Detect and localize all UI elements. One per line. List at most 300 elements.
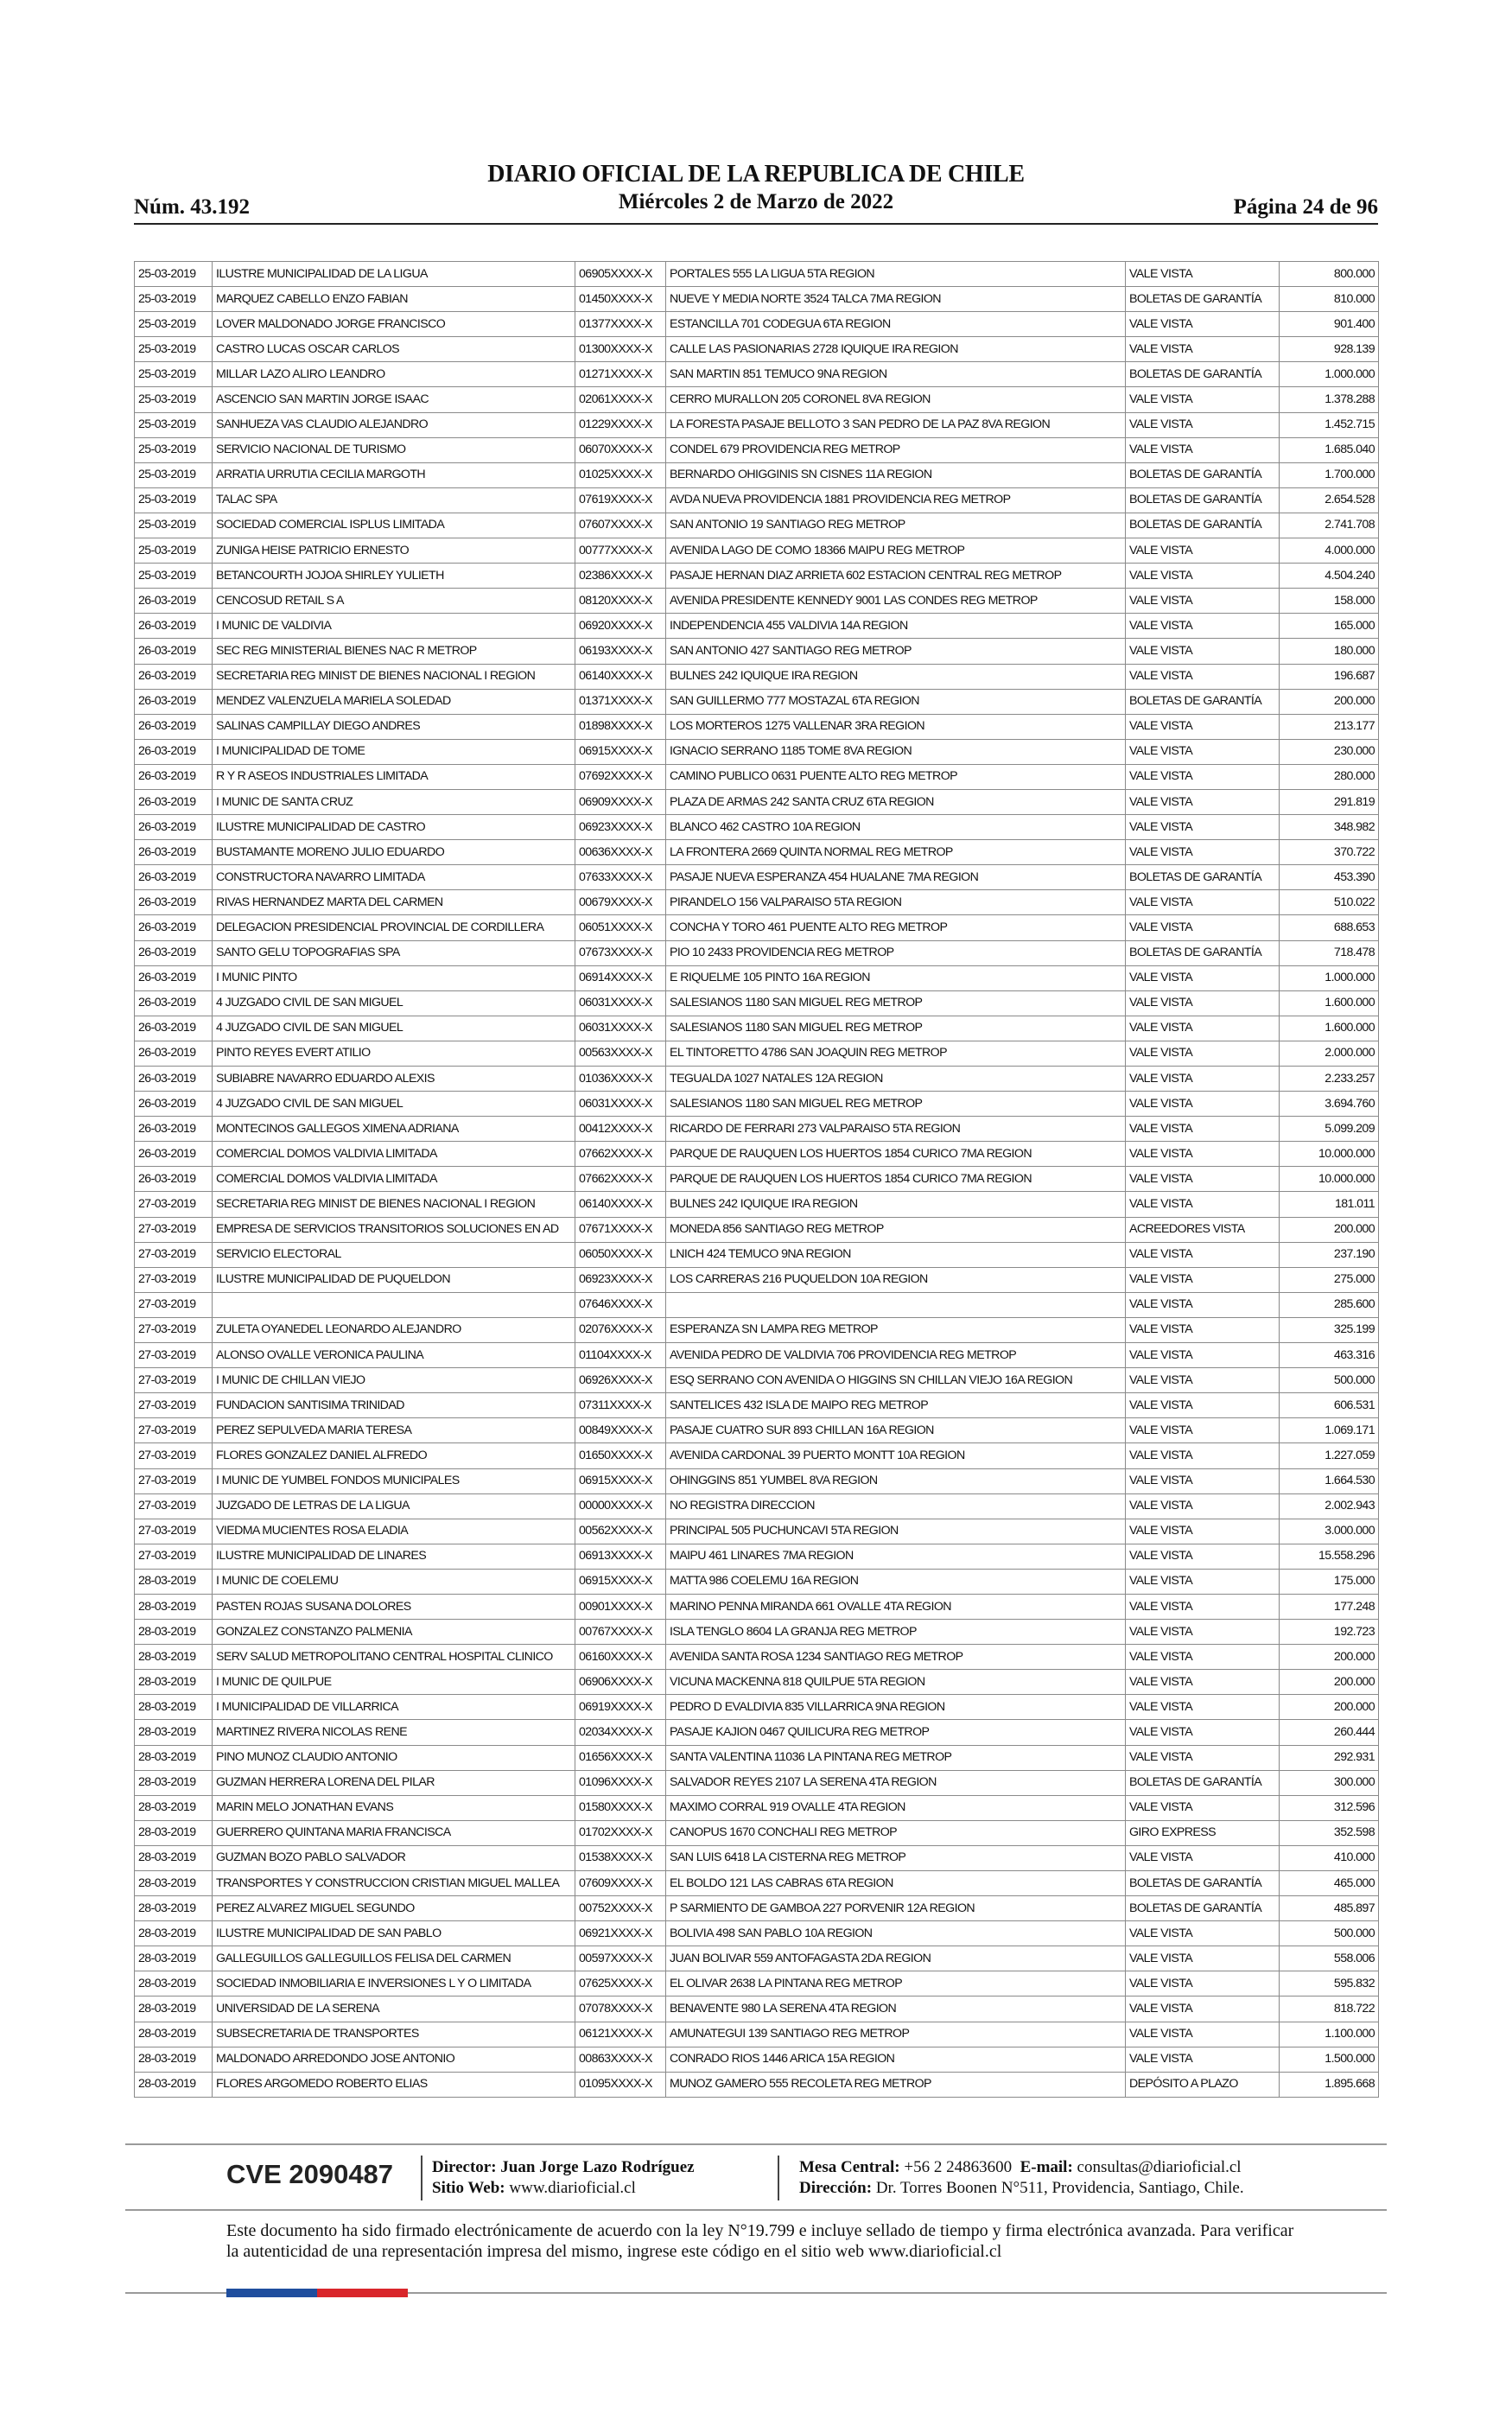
rut-cell: 08120XXXX-X xyxy=(575,589,666,614)
instrument-cell: VALE VISTA xyxy=(1126,764,1280,789)
name-cell: I MUNIC DE COELEMU xyxy=(213,1569,575,1594)
rut-cell: 00679XXXX-X xyxy=(575,890,666,915)
instrument-cell: VALE VISTA xyxy=(1126,1242,1280,1267)
address-cell: BENAVENTE 980 LA SERENA 4TA REGION xyxy=(666,1996,1126,2022)
address-cell: SALESIANOS 1180 SAN MIGUEL REG METROP xyxy=(666,1092,1126,1117)
instrument-cell: VALE VISTA xyxy=(1126,1016,1280,1041)
rut-cell: 00901XXXX-X xyxy=(575,1594,666,1619)
rut-cell: 07625XXXX-X xyxy=(575,1971,666,1996)
amount-cell: 291.819 xyxy=(1280,789,1379,814)
address-cell: PARQUE DE RAUQUEN LOS HUERTOS 1854 CURICO 7MA REGION xyxy=(666,1167,1126,1192)
instrument-cell: VALE VISTA xyxy=(1126,1167,1280,1192)
rut-cell: 01580XXXX-X xyxy=(575,1795,666,1820)
rut-cell: 06051XXXX-X xyxy=(575,915,666,940)
address-cell: SAN MARTIN 851 TEMUCO 9NA REGION xyxy=(666,362,1126,387)
rut-cell: 07633XXXX-X xyxy=(575,865,666,890)
name-cell: ZULETA OYANEDEL LEONARDO ALEJANDRO xyxy=(213,1317,575,1342)
email-label: E-mail: xyxy=(1020,2158,1073,2176)
name-cell: SECRETARIA REG MINIST DE BIENES NACIONAL I REGION xyxy=(213,664,575,689)
instrument-cell: VALE VISTA xyxy=(1126,1393,1280,1418)
date-cell: 27-03-2019 xyxy=(135,1493,213,1519)
amount-cell: 810.000 xyxy=(1280,287,1379,312)
rut-cell: 01650XXXX-X xyxy=(575,1443,666,1468)
amount-cell: 280.000 xyxy=(1280,764,1379,789)
rut-cell: 02386XXXX-X xyxy=(575,564,666,589)
rut-cell: 06193XXXX-X xyxy=(575,639,666,664)
date-cell: 28-03-2019 xyxy=(135,2047,213,2072)
date-cell: 26-03-2019 xyxy=(135,739,213,764)
amount-cell: 4.504.240 xyxy=(1280,564,1379,589)
date-cell: 28-03-2019 xyxy=(135,1620,213,1645)
table-row xyxy=(135,387,1379,412)
date-cell: 28-03-2019 xyxy=(135,1720,213,1745)
name-cell: I MUNIC PINTO xyxy=(213,965,575,990)
rut-cell: 01450XXXX-X xyxy=(575,287,666,312)
name-cell xyxy=(213,1292,575,1317)
instrument-cell: VALE VISTA xyxy=(1126,1620,1280,1645)
amount-cell: 192.723 xyxy=(1280,1620,1379,1645)
instrument-cell: VALE VISTA xyxy=(1126,1971,1280,1996)
table-row xyxy=(135,1695,1379,1720)
address-cell: CERRO MURALLON 205 CORONEL 8VA REGION xyxy=(666,387,1126,412)
table-row xyxy=(135,1167,1379,1192)
date-cell: 26-03-2019 xyxy=(135,614,213,639)
address-cell: LA FORESTA PASAJE BELLOTO 3 SAN PEDRO DE LA PAZ 8VA REGION xyxy=(666,412,1126,437)
amount-cell: 200.000 xyxy=(1280,1670,1379,1695)
rut-cell: 06050XXXX-X xyxy=(575,1242,666,1267)
amount-cell: 800.000 xyxy=(1280,262,1379,287)
address-cell: LOS MORTEROS 1275 VALLENAR 3RA REGION xyxy=(666,714,1126,739)
address-cell: SALVADOR REYES 2107 LA SERENA 4TA REGION xyxy=(666,1770,1126,1795)
rut-cell: 06905XXXX-X xyxy=(575,262,666,287)
address-cell: BULNES 242 IQUIQUE IRA REGION xyxy=(666,1192,1126,1217)
footer-separator xyxy=(421,2156,422,2200)
date-cell: 28-03-2019 xyxy=(135,1795,213,1820)
instrument-cell: VALE VISTA xyxy=(1126,990,1280,1016)
instrument-cell: VALE VISTA xyxy=(1126,262,1280,287)
date-cell: 27-03-2019 xyxy=(135,1418,213,1443)
date-cell: 26-03-2019 xyxy=(135,840,213,865)
address-cell: AVENIDA PEDRO DE VALDIVIA 706 PROVIDENCIA REG METROP xyxy=(666,1343,1126,1368)
name-cell: SANTO GELU TOPOGRAFIAS SPA xyxy=(213,940,575,965)
date-cell: 28-03-2019 xyxy=(135,1996,213,2022)
table-row xyxy=(135,1720,1379,1745)
instrument-cell: GIRO EXPRESS xyxy=(1126,1820,1280,1845)
name-cell: I MUNIC DE QUILPUE xyxy=(213,1670,575,1695)
table-row xyxy=(135,1016,1379,1041)
name-cell: CENCOSUD RETAIL S A xyxy=(213,589,575,614)
rut-cell: 00562XXXX-X xyxy=(575,1519,666,1544)
amount-cell: 818.722 xyxy=(1280,1996,1379,2022)
address-cell: P SARMIENTO DE GAMBOA 227 PORVENIR 12A REGION xyxy=(666,1896,1126,1921)
address-cell: SANTA VALENTINA 11036 LA PINTANA REG METROP xyxy=(666,1745,1126,1770)
instrument-cell: VALE VISTA xyxy=(1126,1845,1280,1870)
instrument-cell: BOLETAS DE GARANTÍA xyxy=(1126,865,1280,890)
instrument-cell: VALE VISTA xyxy=(1126,1443,1280,1468)
name-cell: MENDEZ VALENZUELA MARIELA SOLEDAD xyxy=(213,689,575,714)
date-cell: 26-03-2019 xyxy=(135,1142,213,1167)
date-cell: 27-03-2019 xyxy=(135,1368,213,1393)
address-cell: EL BOLDO 121 LAS CABRAS 6TA REGION xyxy=(666,1871,1126,1896)
instrument-cell: VALE VISTA xyxy=(1126,714,1280,739)
address-cell: VICUNA MACKENNA 818 QUILPUE 5TA REGION xyxy=(666,1670,1126,1695)
amount-cell: 2.002.943 xyxy=(1280,1493,1379,1519)
table-row xyxy=(135,664,1379,689)
amount-cell: 292.931 xyxy=(1280,1745,1379,1770)
date-cell: 28-03-2019 xyxy=(135,2072,213,2097)
rut-cell: 06140XXXX-X xyxy=(575,664,666,689)
date-cell: 26-03-2019 xyxy=(135,1041,213,1066)
amount-cell: 200.000 xyxy=(1280,1645,1379,1670)
instrument-cell: VALE VISTA xyxy=(1126,1946,1280,1971)
date-cell: 26-03-2019 xyxy=(135,1016,213,1041)
amount-cell: 465.000 xyxy=(1280,1871,1379,1896)
name-cell: ASCENCIO SAN MARTIN JORGE ISAAC xyxy=(213,387,575,412)
instrument-cell: VALE VISTA xyxy=(1126,1142,1280,1167)
address-cell: SAN ANTONIO 19 SANTIAGO REG METROP xyxy=(666,513,1126,538)
amount-cell: 237.190 xyxy=(1280,1242,1379,1267)
amount-cell: 158.000 xyxy=(1280,589,1379,614)
rut-cell: 01702XXXX-X xyxy=(575,1820,666,1845)
rut-cell: 06070XXXX-X xyxy=(575,437,666,462)
address-cell: PORTALES 555 LA LIGUA 5TA REGION xyxy=(666,262,1126,287)
address-cell: PIO 10 2433 PROVIDENCIA REG METROP xyxy=(666,940,1126,965)
table-row xyxy=(135,589,1379,614)
amount-cell: 500.000 xyxy=(1280,1368,1379,1393)
mesa-phone: +56 2 24863600 xyxy=(904,2158,1013,2176)
mesa-label: Mesa Central: xyxy=(799,2158,900,2176)
name-cell: DELEGACION PRESIDENCIAL PROVINCIAL DE CORDILLERA xyxy=(213,915,575,940)
table-row xyxy=(135,865,1379,890)
instrument-cell: VALE VISTA xyxy=(1126,1368,1280,1393)
name-cell: TRANSPORTES Y CONSTRUCCION CRISTIAN MIGUEL MALLEA xyxy=(213,1871,575,1896)
date-cell: 25-03-2019 xyxy=(135,513,213,538)
rut-cell: 07078XXXX-X xyxy=(575,1996,666,2022)
amount-cell: 901.400 xyxy=(1280,312,1379,337)
rut-cell: 00636XXXX-X xyxy=(575,840,666,865)
name-cell: SERVICIO NACIONAL DE TURISMO xyxy=(213,437,575,462)
name-cell: ILUSTRE MUNICIPALIDAD DE LA LIGUA xyxy=(213,262,575,287)
table-row xyxy=(135,1242,1379,1267)
name-cell: GALLEGUILLOS GALLEGUILLOS FELISA DEL CARMEN xyxy=(213,1946,575,1971)
address-cell: CAMINO PUBLICO 0631 PUENTE ALTO REG METROP xyxy=(666,764,1126,789)
table-row xyxy=(135,1343,1379,1368)
instrument-cell: VALE VISTA xyxy=(1126,538,1280,564)
rut-cell: 06923XXXX-X xyxy=(575,815,666,840)
date-cell: 25-03-2019 xyxy=(135,312,213,337)
director-label: Director: xyxy=(432,2158,497,2176)
amount-cell: 500.000 xyxy=(1280,1921,1379,1946)
records-table-body xyxy=(135,262,1379,2098)
rut-cell: 06915XXXX-X xyxy=(575,1468,666,1493)
instrument-cell: BOLETAS DE GARANTÍA xyxy=(1126,362,1280,387)
address-cell: IGNACIO SERRANO 1185 TOME 8VA REGION xyxy=(666,739,1126,764)
rut-cell: 06915XXXX-X xyxy=(575,1569,666,1594)
address-cell: CONRADO RIOS 1446 ARICA 15A REGION xyxy=(666,2047,1126,2072)
name-cell: ZUNIGA HEISE PATRICIO ERNESTO xyxy=(213,538,575,564)
name-cell: 4 JUZGADO CIVIL DE SAN MIGUEL xyxy=(213,990,575,1016)
instrument-cell: VALE VISTA xyxy=(1126,2047,1280,2072)
name-cell: I MUNIC DE CHILLAN VIEJO xyxy=(213,1368,575,1393)
table-row xyxy=(135,1996,1379,2022)
name-cell: SALINAS CAMPILLAY DIEGO ANDRES xyxy=(213,714,575,739)
name-cell: SUBIABRE NAVARRO EDUARDO ALEXIS xyxy=(213,1067,575,1092)
date-cell: 28-03-2019 xyxy=(135,1946,213,1971)
date-cell: 28-03-2019 xyxy=(135,1820,213,1845)
date-cell: 27-03-2019 xyxy=(135,1393,213,1418)
rut-cell: 07646XXXX-X xyxy=(575,1292,666,1317)
name-cell: BETANCOURTH JOJOA SHIRLEY YULIETH xyxy=(213,564,575,589)
rut-cell: 00767XXXX-X xyxy=(575,1620,666,1645)
instrument-cell: BOLETAS DE GARANTÍA xyxy=(1126,1896,1280,1921)
date-cell: 25-03-2019 xyxy=(135,487,213,513)
name-cell: MARIN MELO JONATHAN EVANS xyxy=(213,1795,575,1820)
rut-cell: 07619XXXX-X xyxy=(575,487,666,513)
amount-cell: 606.531 xyxy=(1280,1393,1379,1418)
amount-cell: 928.139 xyxy=(1280,337,1379,362)
amount-cell: 595.832 xyxy=(1280,1971,1379,1996)
amount-cell: 1.069.171 xyxy=(1280,1418,1379,1443)
amount-cell: 352.598 xyxy=(1280,1820,1379,1845)
instrument-cell: VALE VISTA xyxy=(1126,1645,1280,1670)
table-row xyxy=(135,1041,1379,1066)
table-row xyxy=(135,487,1379,513)
footer-divider xyxy=(125,2143,1387,2145)
amount-cell: 15.558.296 xyxy=(1280,1544,1379,1569)
legal-notice: Este documento ha sido firmado electrónicamente de acuerdo con la ley N°19.799 e incluye sellado de tiempo y firma electrónica avanzada. Para verificar la autenticidad de una representación impresa del mismo, ingrese este código en el sitio web www.diarioficial.cl xyxy=(226,2221,1294,2261)
amount-cell: 3.000.000 xyxy=(1280,1519,1379,1544)
instrument-cell: VALE VISTA xyxy=(1126,840,1280,865)
table-row xyxy=(135,614,1379,639)
issue-number: Núm. 43.192 xyxy=(134,195,251,219)
amount-cell: 1.600.000 xyxy=(1280,1016,1379,1041)
address-cell: ESQ SERRANO CON AVENIDA O HIGGINS SN CHILLAN VIEJO 16A REGION xyxy=(666,1368,1126,1393)
table-row xyxy=(135,965,1379,990)
name-cell: MARTINEZ RIVERA NICOLAS RENE xyxy=(213,1720,575,1745)
date-cell: 27-03-2019 xyxy=(135,1443,213,1468)
name-cell: SERVICIO ELECTORAL xyxy=(213,1242,575,1267)
instrument-cell: BOLETAS DE GARANTÍA xyxy=(1126,462,1280,487)
rut-cell: 06921XXXX-X xyxy=(575,1921,666,1946)
address-cell: OHINGGINS 851 YUMBEL 8VA REGION xyxy=(666,1468,1126,1493)
date-cell: 28-03-2019 xyxy=(135,1645,213,1670)
rut-cell: 06121XXXX-X xyxy=(575,2022,666,2047)
instrument-cell: VALE VISTA xyxy=(1126,1795,1280,1820)
rut-cell: 06909XXXX-X xyxy=(575,789,666,814)
address-cell: PLAZA DE ARMAS 242 SANTA CRUZ 6TA REGION xyxy=(666,789,1126,814)
table-row xyxy=(135,990,1379,1016)
date-cell: 26-03-2019 xyxy=(135,1067,213,1092)
date-cell: 28-03-2019 xyxy=(135,1971,213,1996)
rut-cell: 06031XXXX-X xyxy=(575,990,666,1016)
table-row xyxy=(135,1368,1379,1393)
address-cell: JUAN BOLIVAR 559 ANTOFAGASTA 2DA REGION xyxy=(666,1946,1126,1971)
contact-block xyxy=(799,2157,1244,2199)
address-cell: AVENIDA LAGO DE COMO 18366 MAIPU REG METROP xyxy=(666,538,1126,564)
instrument-cell: VALE VISTA xyxy=(1126,1041,1280,1066)
instrument-cell: VALE VISTA xyxy=(1126,437,1280,462)
date-cell: 26-03-2019 xyxy=(135,865,213,890)
amount-cell: 2.741.708 xyxy=(1280,513,1379,538)
name-cell: MONTECINOS GALLEGOS XIMENA ADRIANA xyxy=(213,1117,575,1142)
name-cell: COMERCIAL DOMOS VALDIVIA LIMITADA xyxy=(213,1167,575,1192)
cve-code: CVE 2090487 xyxy=(226,2159,394,2189)
address-cell: E RIQUELME 105 PINTO 16A REGION xyxy=(666,965,1126,990)
table-row xyxy=(135,639,1379,664)
date-cell: 25-03-2019 xyxy=(135,437,213,462)
date-cell: 26-03-2019 xyxy=(135,664,213,689)
director-name: Juan Jorge Lazo Rodríguez xyxy=(500,2158,695,2176)
table-row xyxy=(135,890,1379,915)
address-cell: MATTA 986 COELEMU 16A REGION xyxy=(666,1569,1126,1594)
date-cell: 25-03-2019 xyxy=(135,462,213,487)
address-value: Dr. Torres Boonen N°511, Providencia, Santiago, Chile. xyxy=(875,2179,1244,2197)
rut-cell: 06913XXXX-X xyxy=(575,1544,666,1569)
date-cell: 25-03-2019 xyxy=(135,538,213,564)
footer-divider xyxy=(125,2209,1387,2211)
rut-cell: 07671XXXX-X xyxy=(575,1217,666,1242)
instrument-cell: VALE VISTA xyxy=(1126,965,1280,990)
site-link[interactable]: www.diarioficial.cl xyxy=(509,2179,636,2197)
rut-cell: 02034XXXX-X xyxy=(575,1720,666,1745)
amount-cell: 370.722 xyxy=(1280,840,1379,865)
table-row xyxy=(135,1217,1379,1242)
date-cell: 26-03-2019 xyxy=(135,714,213,739)
instrument-cell: ACREEDORES VISTA xyxy=(1126,1217,1280,1242)
rut-cell: 06920XXXX-X xyxy=(575,614,666,639)
rut-cell: 06031XXXX-X xyxy=(575,1016,666,1041)
address-cell: SAN LUIS 6418 LA CISTERNA REG METROP xyxy=(666,1845,1126,1870)
amount-cell: 285.600 xyxy=(1280,1292,1379,1317)
rut-cell: 06914XXXX-X xyxy=(575,965,666,990)
date-cell: 27-03-2019 xyxy=(135,1242,213,1267)
instrument-cell: VALE VISTA xyxy=(1126,1695,1280,1720)
name-cell: I MUNICIPALIDAD DE VILLARRICA xyxy=(213,1695,575,1720)
date-cell: 28-03-2019 xyxy=(135,1896,213,1921)
instrument-cell: VALE VISTA xyxy=(1126,337,1280,362)
table-row xyxy=(135,915,1379,940)
address-cell: SANTELICES 432 ISLA DE MAIPO REG METROP xyxy=(666,1393,1126,1418)
rut-cell: 07609XXXX-X xyxy=(575,1871,666,1896)
name-cell: SOCIEDAD COMERCIAL ISPLUS LIMITADA xyxy=(213,513,575,538)
name-cell: PINTO REYES EVERT ATILIO xyxy=(213,1041,575,1066)
rut-cell: 06919XXXX-X xyxy=(575,1695,666,1720)
instrument-cell: VALE VISTA xyxy=(1126,1996,1280,2022)
amount-cell: 1.600.000 xyxy=(1280,990,1379,1016)
instrument-cell: VALE VISTA xyxy=(1126,1067,1280,1092)
address-cell xyxy=(666,1292,1126,1317)
date-cell: 28-03-2019 xyxy=(135,1695,213,1720)
date-cell: 25-03-2019 xyxy=(135,412,213,437)
address-cell: AMUNATEGUI 139 SANTIAGO REG METROP xyxy=(666,2022,1126,2047)
date-cell: 26-03-2019 xyxy=(135,1092,213,1117)
email-link[interactable]: consultas@diarioficial.cl xyxy=(1077,2158,1242,2176)
rut-cell: 01898XXXX-X xyxy=(575,714,666,739)
name-cell: GUZMAN HERRERA LORENA DEL PILAR xyxy=(213,1770,575,1795)
table-row xyxy=(135,2047,1379,2072)
table-row xyxy=(135,262,1379,287)
address-cell: CALLE LAS PASIONARIAS 2728 IQUIQUE IRA REGION xyxy=(666,337,1126,362)
name-cell: ALONSO OVALLE VERONICA PAULINA xyxy=(213,1343,575,1368)
table-row xyxy=(135,513,1379,538)
name-cell: ILUSTRE MUNICIPALIDAD DE LINARES xyxy=(213,1544,575,1569)
date-cell: 28-03-2019 xyxy=(135,1770,213,1795)
rut-cell: 01096XXXX-X xyxy=(575,1770,666,1795)
rut-cell: 07662XXXX-X xyxy=(575,1142,666,1167)
instrument-cell: VALE VISTA xyxy=(1126,1468,1280,1493)
date-cell: 28-03-2019 xyxy=(135,1921,213,1946)
instrument-cell: VALE VISTA xyxy=(1126,1921,1280,1946)
address-cell: INDEPENDENCIA 455 VALDIVIA 14A REGION xyxy=(666,614,1126,639)
address-cell: ESTANCILLA 701 CODEGUA 6TA REGION xyxy=(666,312,1126,337)
table-row xyxy=(135,412,1379,437)
rut-cell: 01538XXXX-X xyxy=(575,1845,666,1870)
instrument-cell: VALE VISTA xyxy=(1126,387,1280,412)
table-row xyxy=(135,337,1379,362)
date-cell: 25-03-2019 xyxy=(135,387,213,412)
date-cell: 26-03-2019 xyxy=(135,789,213,814)
date-cell: 27-03-2019 xyxy=(135,1317,213,1342)
name-cell: PASTEN ROJAS SUSANA DOLORES xyxy=(213,1594,575,1619)
name-cell: ILUSTRE MUNICIPALIDAD DE PUQUELDON xyxy=(213,1267,575,1292)
instrument-cell: VALE VISTA xyxy=(1126,2022,1280,2047)
name-cell: GONZALEZ CONSTANZO PALMENIA xyxy=(213,1620,575,1645)
amount-cell: 213.177 xyxy=(1280,714,1379,739)
amount-cell: 1.685.040 xyxy=(1280,437,1379,462)
amount-cell: 1.664.530 xyxy=(1280,1468,1379,1493)
rut-cell: 01095XXXX-X xyxy=(575,2072,666,2097)
name-cell: CASTRO LUCAS OSCAR CARLOS xyxy=(213,337,575,362)
rut-cell: 01104XXXX-X xyxy=(575,1343,666,1368)
table-row xyxy=(135,789,1379,814)
table-row xyxy=(135,1569,1379,1594)
date-cell: 26-03-2019 xyxy=(135,915,213,940)
date-cell: 27-03-2019 xyxy=(135,1217,213,1242)
table-row xyxy=(135,1820,1379,1845)
address-cell: MUNOZ GAMERO 555 RECOLETA REG METROP xyxy=(666,2072,1126,2097)
amount-cell: 10.000.000 xyxy=(1280,1167,1379,1192)
rut-cell: 06140XXXX-X xyxy=(575,1192,666,1217)
date-cell: 28-03-2019 xyxy=(135,2022,213,2047)
name-cell: GUZMAN BOZO PABLO SALVADOR xyxy=(213,1845,575,1870)
instrument-cell: VALE VISTA xyxy=(1126,1343,1280,1368)
address-cell: LA FRONTERA 2669 QUINTA NORMAL REG METROP xyxy=(666,840,1126,865)
table-row xyxy=(135,2072,1379,2097)
instrument-cell: BOLETAS DE GARANTÍA xyxy=(1126,689,1280,714)
publication-date: Miércoles 2 de Marzo de 2022 xyxy=(618,190,894,213)
amount-cell: 410.000 xyxy=(1280,1845,1379,1870)
date-cell: 27-03-2019 xyxy=(135,1192,213,1217)
rut-cell: 01229XXXX-X xyxy=(575,412,666,437)
amount-cell: 260.444 xyxy=(1280,1720,1379,1745)
name-cell: BUSTAMANTE MORENO JULIO EDUARDO xyxy=(213,840,575,865)
instrument-cell: BOLETAS DE GARANTÍA xyxy=(1126,1770,1280,1795)
amount-cell: 2.000.000 xyxy=(1280,1041,1379,1066)
rut-cell: 06926XXXX-X xyxy=(575,1368,666,1393)
date-cell: 27-03-2019 xyxy=(135,1468,213,1493)
amount-cell: 510.022 xyxy=(1280,890,1379,915)
rut-cell: 01025XXXX-X xyxy=(575,462,666,487)
date-cell: 28-03-2019 xyxy=(135,1845,213,1870)
table-row xyxy=(135,564,1379,589)
date-cell: 26-03-2019 xyxy=(135,764,213,789)
address-cell: EL TINTORETTO 4786 SAN JOAQUIN REG METROP xyxy=(666,1041,1126,1066)
date-cell: 26-03-2019 xyxy=(135,815,213,840)
amount-cell: 165.000 xyxy=(1280,614,1379,639)
address-cell: MAXIMO CORRAL 919 OVALLE 4TA REGION xyxy=(666,1795,1126,1820)
amount-cell: 275.000 xyxy=(1280,1267,1379,1292)
address-cell: SALESIANOS 1180 SAN MIGUEL REG METROP xyxy=(666,1016,1126,1041)
